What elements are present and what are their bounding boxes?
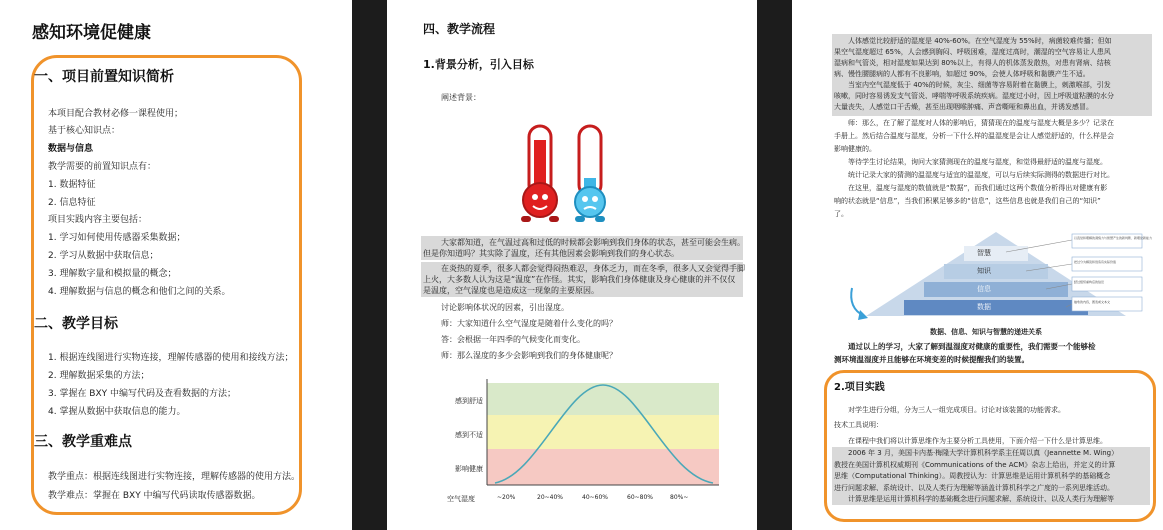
pyramid-level: 数据 <box>977 303 991 311</box>
list-item: 3. 理解数字量和模拟量的概念； <box>48 269 177 279</box>
text-line: 进行问题求解、系统设计、以及人类行为理解等涵盖计算机科学之广度的一系列思维活动。 <box>834 483 1114 492</box>
sub-heading-practice: 2.项目实践 <box>834 382 885 393</box>
text-line: 在课程中我们将以计算思维作为主要分析工具使用，下面介绍一下什么是计算思维。 <box>848 437 1107 445</box>
text-line: 上火，大多数人认为这是“温度”在作怪。其实，影响我们身体健康及身心健康的并不仅仅 <box>423 275 736 284</box>
pyramid-diagram <box>846 228 1146 320</box>
text-line: 是温度，空气湿度也是造成这一现象的主要原因。 <box>423 286 599 295</box>
text-line: 人体感觉比较舒适的湿度是 40%-60%。在空气湿度为 55%时，病菌较难传播；但如 <box>848 37 1112 45</box>
text-line: 基于核心知识点： <box>48 126 121 136</box>
text-line: 答：会根据一年四季的气候变化而变化。 <box>441 335 585 344</box>
section-heading-prior-knowledge: 一、项目前置知识简析 <box>34 69 174 85</box>
pyramid-note: 抽象的内容，图表或文本文 <box>1074 300 1111 304</box>
list-item: 1. 根据连线图进行实物连接，理解传感器的使用和接线方法； <box>48 353 294 363</box>
text-line: 大量丧失，人感觉口干舌燥，甚至出现咽喉肿痛、声音嘶哑和鼻出血，并诱发感冒。 <box>834 103 1093 111</box>
text-line: 病、慢性腰腿病的人都有不良影响，如超过 90%，会使人体呼吸和黏膜产生不适。 <box>834 70 1090 78</box>
text-line: 在这里，温度与湿度的数值就是“数据”，而我们通过这两个数值分析得出对健康有影 <box>848 184 1108 192</box>
axis-tick: 40~60% <box>582 494 608 501</box>
list-item: 4. 掌握从数据中获取信息的能力。 <box>48 407 186 417</box>
document-page-2 <box>387 0 757 530</box>
document-page-3 <box>792 0 1163 530</box>
text-line: 2006 年 3 月，美国卡内基·梅隆大学计算机科学系主任周以真（Jeannette M. Wing） <box>848 449 1119 457</box>
text-line: 了。 <box>834 210 848 218</box>
list-item: 1. 数据特征 <box>48 180 96 190</box>
list-item: 2. 学习从数据中获取信息； <box>48 251 159 261</box>
text-line: 大家都知道，在气温过高和过低的时候都会影响到我们身体的状态，甚至可能会生病。 <box>441 238 745 247</box>
text-line: 本项目配合教材必修一课程使用； <box>48 109 184 119</box>
list-item: 1. 学习如何使用传感器采集数据； <box>48 233 186 243</box>
zone-label: 感到舒适 <box>455 397 483 405</box>
text-line: 湿病和气管炎，相对湿度如果达到 80%以上，有得人的机体蒸发散热，对患有肾病、结核 <box>834 59 1111 67</box>
list-item: 4. 理解数据与信息的概念和他们之间的关系。 <box>48 287 231 297</box>
text-line: 手册上。然后结合温度与湿度，分析一下什么样的温湿度是会让人感觉舒适的，什么样是会 <box>834 132 1114 140</box>
thermometer-illustration <box>507 120 627 230</box>
text-line: 咳嗽，同时容易诱发支气管炎、哮喘等呼吸系统疾病。湿度过小时，因上呼吸道粘膜的水分 <box>834 92 1114 100</box>
pyramid-caption: 数据、信息、知识与智慧的递进关系 <box>930 328 1042 336</box>
section-heading-teaching-process: 四、教学流程 <box>423 22 496 36</box>
text-line: 教授在美国计算机权威期刊《Communications of the ACM》杂志上给出，并定义的计算 <box>834 460 1116 469</box>
highlight-paragraph <box>834 36 1114 113</box>
highlight-paragraph <box>834 448 1118 506</box>
pyramid-note: 把过分为解读和创造有实际价值 <box>1074 260 1117 264</box>
pyramid-note: 经过组织重构后的信息 <box>1074 280 1105 284</box>
text-line: 但是你知道吗？其实除了温度，还有其他因素会影响到我们的身心状态。 <box>423 249 679 258</box>
thermometer-cold-icon <box>575 126 605 222</box>
zone-label: 影响健康 <box>455 465 483 473</box>
text-line: 项目实践内容主要包括： <box>48 215 148 225</box>
pyramid-level: 智慧 <box>977 249 991 257</box>
pyramid-level: 信息 <box>977 285 991 293</box>
text-line: 师：那么湿度的多少会影响到我们的身体健康呢？ <box>441 351 617 360</box>
axis-tick: 80%~ <box>670 494 689 501</box>
text-line: 思维（Computational Thinking）。周教授认为：计算思维是运用计算机科学的基础概念 <box>834 472 1111 480</box>
text-line: 讨论影响体状况的因素，引出湿度。 <box>441 303 569 312</box>
text-line: 当室内空气湿度低于 40%的时候，灰尘、细菌等容易附着在黏膜上，刺激喉部，引发 <box>848 81 1111 89</box>
text-line: 师：那么，在了解了湿度对人体的影响后，猜猜现在的温度与湿度大概是多少？记录在 <box>848 119 1114 127</box>
text-line: 测环境温湿度并且能够在环境变差的时候提醒我们的装置。 <box>834 355 1029 364</box>
red-emphasis-paragraph <box>834 340 1096 366</box>
list-item: 3. 掌握在 BXY 中编写代码及查看数据的方法； <box>48 389 237 399</box>
text-line: 响的状态就是“信息”，当我们积累足够多的“信息”，这些信息也就是我们自己的“知识” <box>834 197 1101 205</box>
highlight-paragraph-1 <box>423 237 745 259</box>
sub-heading-background: 1.背景分析，引入目标 <box>423 58 534 71</box>
text-line: 对学生进行分组，分为三人一组完成项目。讨论对该装置的功能需求。 <box>848 406 1065 414</box>
text-line: 等待学生讨论结果，询问大家猜测现在的温度与湿度，和觉得最舒适的温度与湿度。 <box>848 158 1107 166</box>
text-line-bold: 数据与信息 <box>48 144 94 154</box>
text-line: 影响健康的。 <box>834 145 876 153</box>
text-line: 在炎热的夏季，很多人都会觉得闷热难忍，身体乏力，而在冬季，很多人又会觉得手脚 <box>441 264 745 273</box>
text-line: 阐述背景： <box>441 93 481 102</box>
text-line: 通过以上的学习，大家了解到温湿度对健康的重要性，我们需要一个能够检 <box>848 342 1096 351</box>
section-heading-key-points: 三、教学重难点 <box>34 434 132 450</box>
pyramid-note: 以直觉和理解的洞察力与智慧产生的新判断、新理论新能力 <box>1074 236 1153 240</box>
axis-title: 空气湿度 <box>447 495 475 503</box>
thermometer-hot-icon <box>521 126 559 222</box>
zone-comfortable <box>487 383 719 415</box>
text-line: 教学难点：掌握在 BXY 中编写代码读取传感器数据。 <box>48 491 261 501</box>
paragraph <box>834 117 1114 221</box>
axis-tick: 60~80% <box>627 494 653 501</box>
text-line: 技术工具说明： <box>834 421 883 429</box>
document-page-1 <box>0 0 352 530</box>
section-heading-teaching-goals: 二、教学目标 <box>34 316 118 332</box>
document-title: 感知环境促健康 <box>32 23 151 43</box>
text-line: 统计记录大家的猜测的温湿度与适宜的温湿度，可以与后续实际测得的数据进行对比。 <box>848 171 1114 179</box>
text-line: 师：大家知道什么空气湿度是随着什么变化的吗？ <box>441 319 617 328</box>
pyramid-level: 知识 <box>977 267 991 275</box>
highlight-paragraph-2 <box>423 263 745 296</box>
list-item: 2. 信息特征 <box>48 198 96 208</box>
text-line: 教学需要的前置知识点有： <box>48 162 157 172</box>
text-line: 计算思维是运用计算机科学的基础概念进行问题求解、系统设计、以及人类行为理解等 <box>848 495 1114 503</box>
text-line: 果空气湿度超过 65%，人会感到胸闷、呼吸困难，湿度过高时，潮湿的空气容易让人患风 <box>834 48 1111 56</box>
zone-label: 感到不适 <box>455 431 483 439</box>
axis-tick: ~20% <box>497 494 516 501</box>
axis-tick: 20~40% <box>537 494 563 501</box>
list-item: 2. 理解数据采集的方法； <box>48 371 150 381</box>
zone-uncomfortable <box>487 415 719 449</box>
text-line: 教学重点：根据连线图进行实物连接，理解传感器的使用方法。 <box>48 472 301 482</box>
